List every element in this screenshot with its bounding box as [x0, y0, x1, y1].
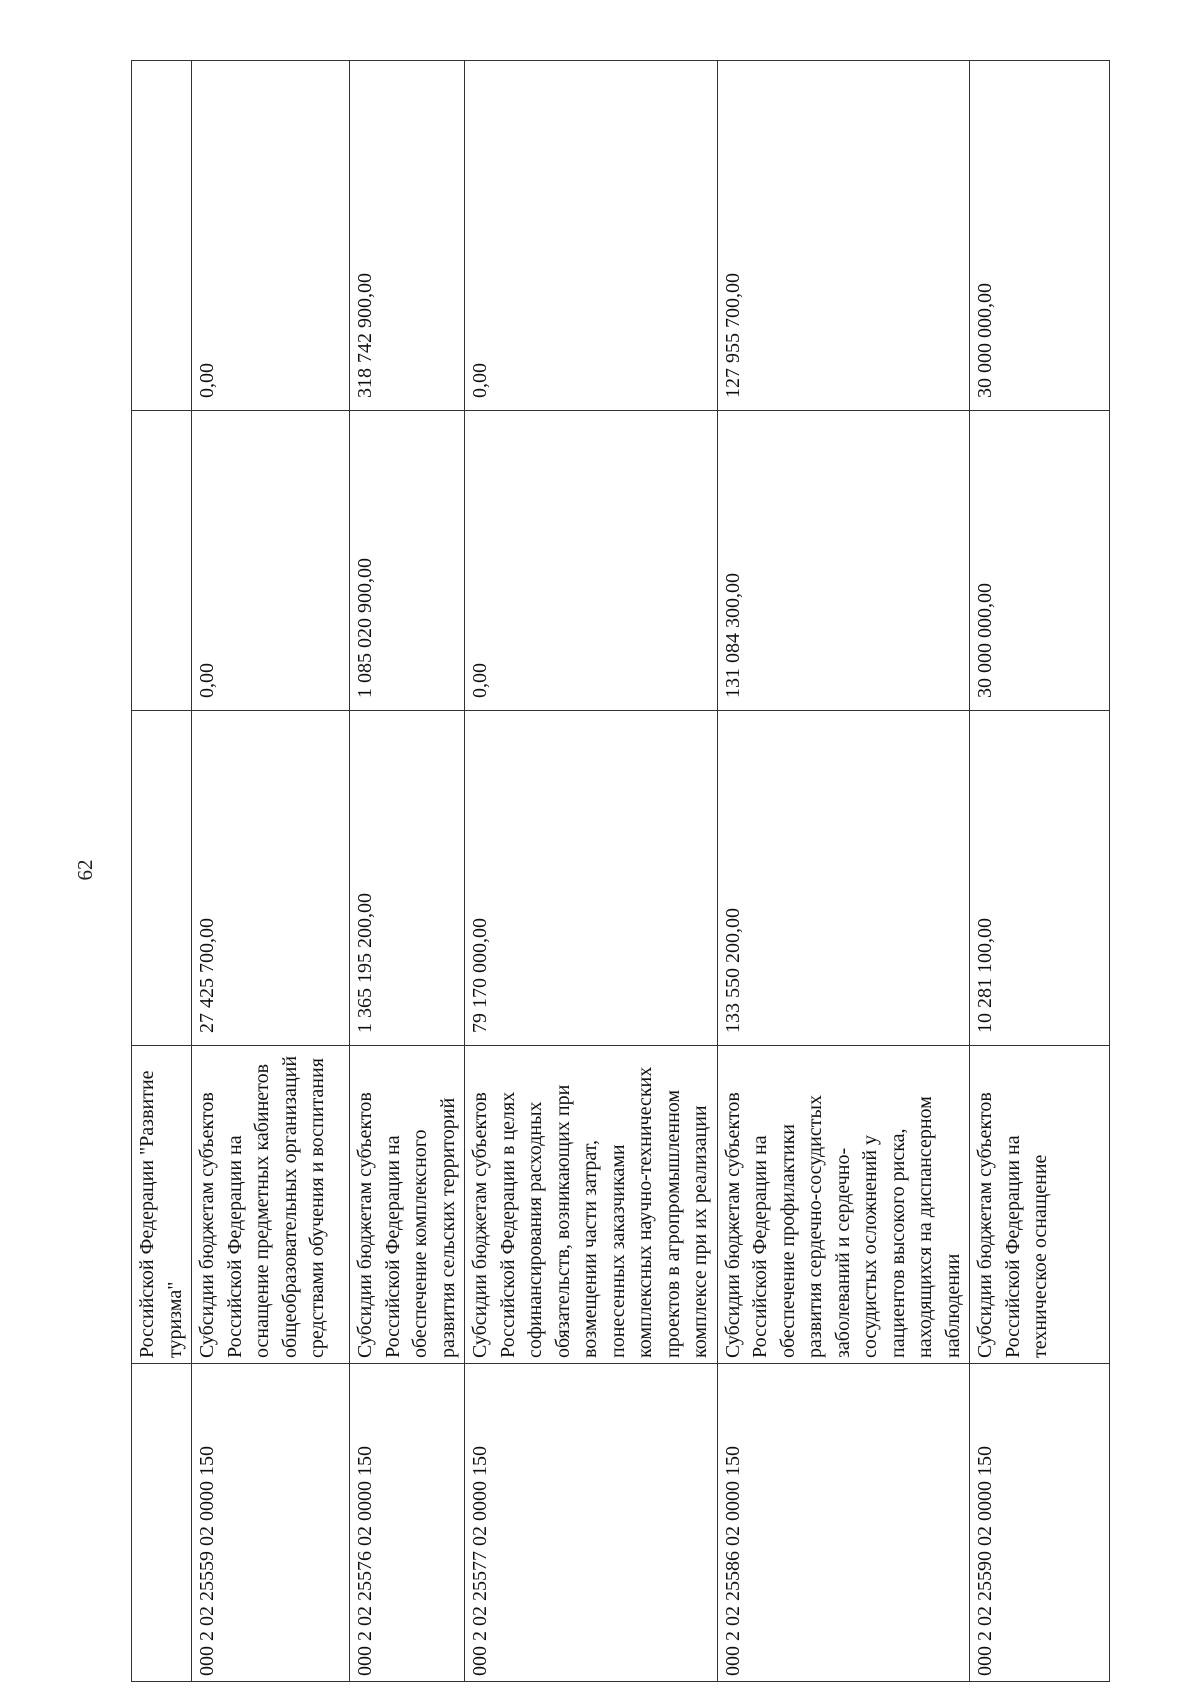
budget-code-cell: 000 2 02 25559 02 0000 150 [192, 1364, 350, 1682]
amount-cell: 0,00 [465, 411, 718, 711]
table-row [192, 61, 350, 1682]
amount-cell: 133 550 200,00 [717, 711, 970, 1046]
budget-code-cell: 000 2 02 25590 02 0000 150 [970, 1364, 1110, 1682]
description-cell: Субсидии бюджетам субъектов Российской Федерации на обеспечение комплексного развития сельских территорий [350, 1046, 465, 1364]
budget-code-cell: 000 2 02 25586 02 0000 150 [717, 1364, 970, 1682]
amount-cell: 127 955 700,00 [717, 61, 970, 411]
amount-cell: 318 742 900,00 [350, 61, 465, 411]
budget-code-cell: 000 2 02 25576 02 0000 150 [350, 1364, 465, 1682]
amount-cell: 1 085 020 900,00 [350, 411, 465, 711]
description-cell: Субсидии бюджетам субъектов Российской Федерации в целях софинансирования расходных обязательств, возникающих при возмещении части затрат, понесенных заказчиками комплексных научно-технических проектов в агропромышленном комплексе при их реализации [465, 1046, 718, 1364]
amount-cell [132, 711, 192, 1046]
rotated-table-container [131, 61, 1063, 1682]
amount-cell [132, 61, 192, 411]
description-cell: Российской Федерации "Развитие туризма" [132, 1046, 192, 1364]
page-number: 62 [73, 859, 97, 881]
amount-cell: 0,00 [192, 61, 350, 411]
table-row [350, 61, 465, 1682]
amount-cell: 79 170 000,00 [465, 711, 718, 1046]
description-cell: Субсидии бюджетам субъектов Российской Федерации на обеспечение профилактики развития сердечно-сосудистых заболеваний и сердечно-сосудистых осложнений у пациентов высокого риска, находящихся на диспансерном наблюдении [717, 1046, 970, 1364]
amount-cell: 30 000 000,00 [970, 411, 1110, 711]
table-row [132, 61, 192, 1682]
budget-code-cell: 000 2 02 25577 02 0000 150 [465, 1364, 718, 1682]
amount-cell: 30 000 000,00 [970, 61, 1110, 411]
table-row [717, 61, 970, 1682]
description-cell: Субсидии бюджетам субъектов Российской Федерации на техническое оснащение [970, 1046, 1110, 1364]
amount-cell [132, 411, 192, 711]
budget-table [131, 60, 1110, 1682]
amount-cell: 1 365 195 200,00 [350, 711, 465, 1046]
amount-cell: 0,00 [192, 411, 350, 711]
table-row [465, 61, 718, 1682]
description-cell: Субсидии бюджетам субъектов Российской Федерации на оснащение предметных кабинетов общеобразовательных организаций средствами обучения и воспитания [192, 1046, 350, 1364]
amount-cell: 10 281 100,00 [970, 711, 1110, 1046]
amount-cell: 131 084 300,00 [717, 411, 970, 711]
amount-cell: 0,00 [465, 61, 718, 411]
budget-code-cell [132, 1364, 192, 1682]
amount-cell: 27 425 700,00 [192, 711, 350, 1046]
table-row [970, 61, 1110, 1682]
